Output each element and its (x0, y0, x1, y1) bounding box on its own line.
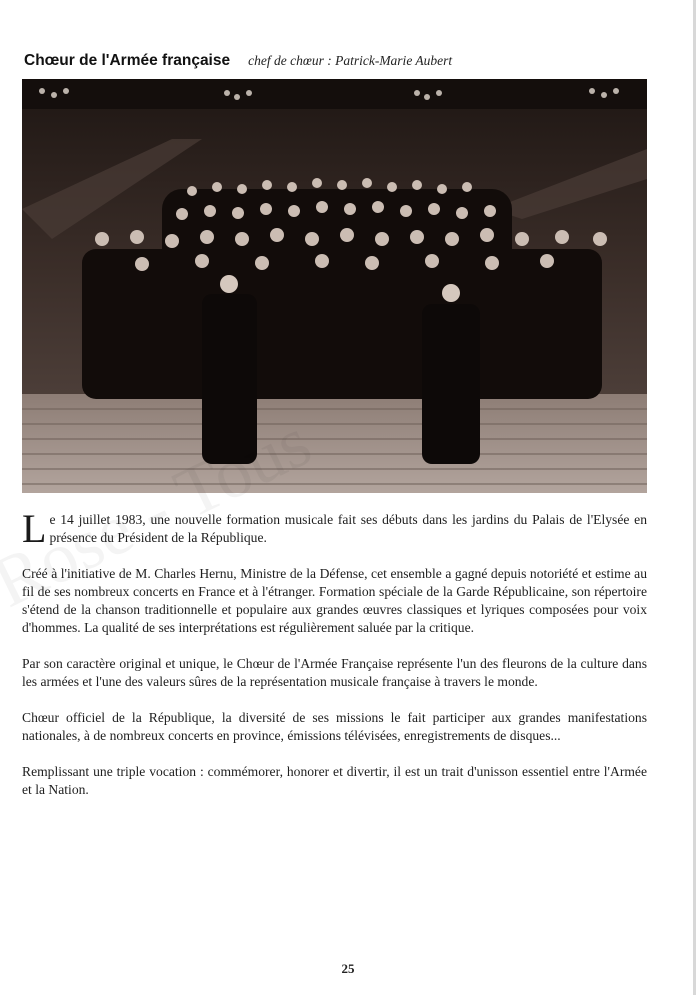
paragraph-1-text: e 14 juillet 1983, une nouvelle formation musicale fait ses débuts dans les jardins du Palais de l'Elysée en présence du Président de la République. (49, 512, 647, 545)
paragraph-5: Remplissant une triple vocation : commémorer, honorer et divertir, il est un trait d'unisson essentiel entre l'Armée et la Nation. (22, 764, 647, 797)
dropcap: L (22, 506, 47, 551)
paragraph-2: Créé à l'initiative de M. Charles Hernu, Ministre de la Défense, cet ensemble a gagné depuis notoriété et estime au fil de ses nombreux concerts en France et à l'étranger. Formation spéciale de la Garde Républicaine, son répertoire s'étend de la chanson traditionnelle et populaire aux grandes œuvres classiques et lyriques composées pour voix d'hommes. La qualité de ses interprétations est régulièrement saluée par la critique. (22, 566, 647, 635)
paragraph-4: Chœur officiel de la République, la diversité de ses missions le fait participer aux grandes manifestations nationales, à de nombreux concerts en province, émissions télévisées, enregistrements de disques... (22, 710, 647, 743)
article-body (22, 506, 647, 817)
page-title: Chœur de l'Armée française (24, 52, 231, 69)
paragraph-1 (22, 506, 647, 551)
page-number: 25 (341, 961, 355, 976)
page-subtitle: chef de chœur : Patrick-Marie Aubert (248, 53, 453, 68)
choir-photo (22, 79, 647, 493)
page-header (24, 52, 664, 70)
paragraph-3: Par son caractère original et unique, le Chœur de l'Armée Française représente l'un des fleurons de la culture dans les armées et l'une des valeurs sûres de la représentation musicale française à travers le monde. (22, 656, 647, 689)
choir-group-photo-icon (22, 79, 647, 493)
